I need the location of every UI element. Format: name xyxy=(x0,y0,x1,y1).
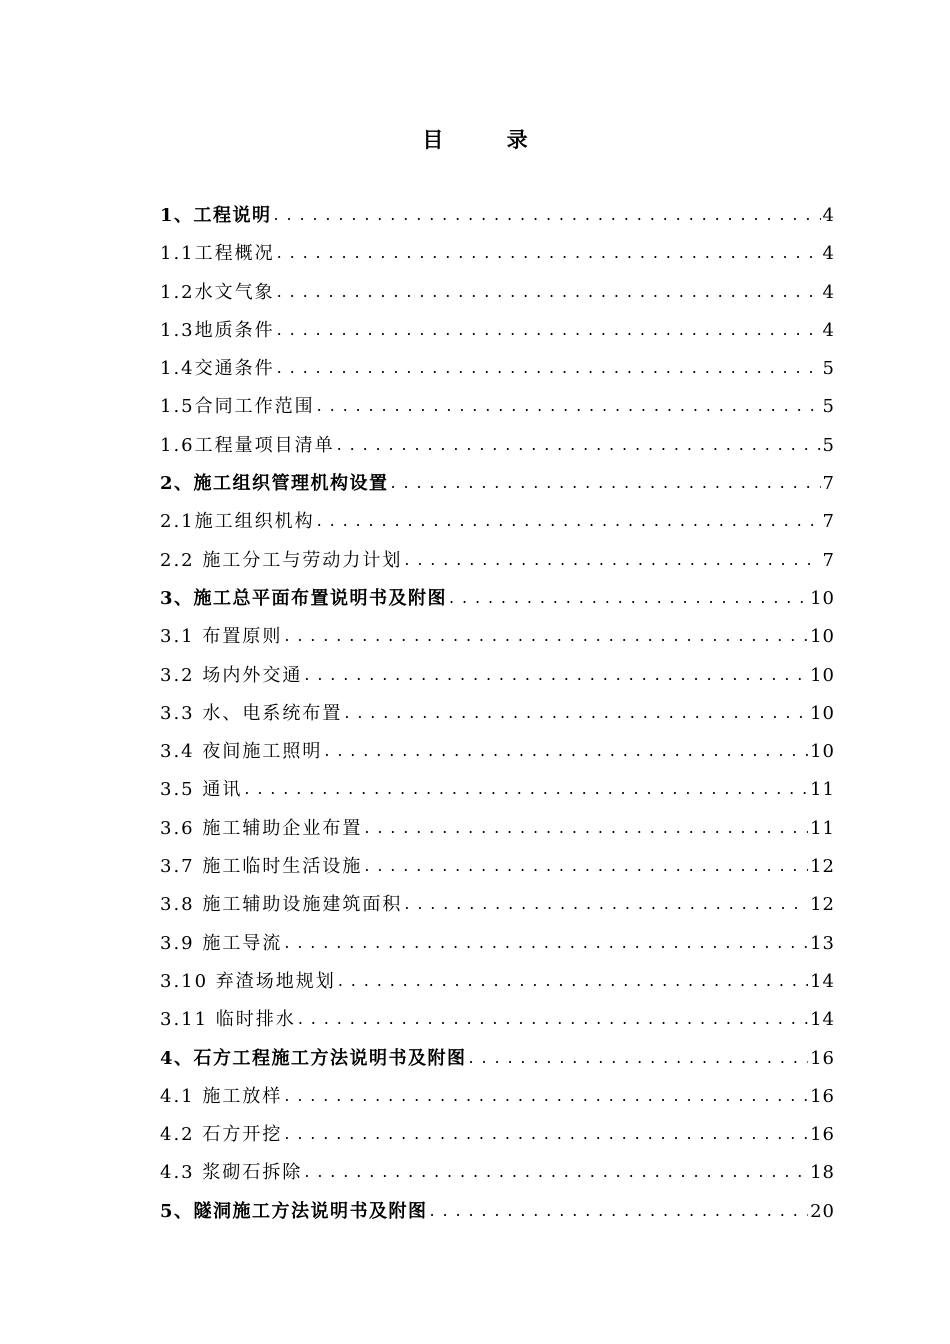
toc-entry-label: 3.5 通讯 xyxy=(160,779,243,801)
toc-section-entry[interactable] xyxy=(160,657,835,695)
toc-page-number: 4 xyxy=(822,281,835,303)
toc-section-entry[interactable] xyxy=(160,312,835,350)
toc-dot-leader xyxy=(277,311,821,349)
toc-entry-label: 3.4 夜间施工照明 xyxy=(160,741,323,763)
toc-section-entry[interactable] xyxy=(160,695,835,733)
toc-entry-label: 1.6工程量项目清单 xyxy=(160,434,335,456)
toc-page-number: 13 xyxy=(810,932,835,954)
toc-dot-leader xyxy=(344,694,808,732)
toc-entry-label: 3.1 布置原则 xyxy=(160,626,283,648)
toc-dot-leader xyxy=(244,770,808,808)
toc-dot-leader xyxy=(404,541,820,579)
toc-page-number: 14 xyxy=(810,970,835,992)
toc-page-number: 5 xyxy=(822,434,835,456)
toc-chapter-entry[interactable] xyxy=(160,197,835,235)
toc-page-number: 16 xyxy=(810,1124,835,1146)
toc-entry-label: 4.3 浆砌石拆除 xyxy=(160,1162,303,1184)
toc-entry-label: 3.7 施工临时生活设施 xyxy=(160,856,363,878)
toc-section-entry[interactable] xyxy=(160,963,835,1001)
toc-dot-leader xyxy=(430,1192,809,1230)
toc-entry-label: 3.11 临时排水 xyxy=(160,1009,296,1031)
toc-page-number: 10 xyxy=(810,626,835,648)
toc-section-entry[interactable] xyxy=(160,1001,835,1039)
toc-section-entry[interactable] xyxy=(160,1116,835,1154)
toc-entry-label: 3.9 施工导流 xyxy=(160,932,283,954)
toc-chapter-entry[interactable] xyxy=(160,465,835,503)
toc-page-number: 10 xyxy=(810,702,835,724)
toc-section-entry[interactable] xyxy=(160,810,835,848)
toc-page-number: 11 xyxy=(810,817,835,839)
toc-entry-label: 3.10 弃渣场地规划 xyxy=(160,970,336,992)
toc-page-number: 7 xyxy=(822,473,835,495)
toc-page-number: 20 xyxy=(810,1200,835,1222)
toc-dot-leader xyxy=(364,809,808,847)
toc-page-number: 16 xyxy=(810,1047,835,1069)
toc-entry-label: 1、工程说明 xyxy=(160,205,272,226)
toc-dot-leader xyxy=(277,234,821,272)
toc-section-entry[interactable] xyxy=(160,848,835,886)
toc-dot-leader xyxy=(364,847,808,885)
toc-page-number: 4 xyxy=(822,319,835,341)
toc-dot-leader xyxy=(304,1153,808,1191)
toc-page-number: 11 xyxy=(810,779,835,801)
toc-entry-label: 4.1 施工放样 xyxy=(160,1085,283,1107)
toc-section-entry[interactable] xyxy=(160,771,835,809)
toc-section-entry[interactable] xyxy=(160,235,835,273)
toc-entry-label: 3.3 水、电系统布置 xyxy=(160,702,343,724)
toc-entry-label: 4、石方工程施工方法说明书及附图 xyxy=(160,1047,467,1069)
toc-dot-leader xyxy=(404,885,808,923)
toc-dot-leader xyxy=(304,656,808,694)
toc-page-number: 7 xyxy=(822,549,835,571)
toc-dot-leader xyxy=(277,349,821,387)
toc-dot-leader xyxy=(337,426,821,464)
toc-entry-label: 2.2 施工分工与劳动力计划 xyxy=(160,549,403,571)
toc-entry-label: 3、施工总平面布置说明书及附图 xyxy=(160,587,448,609)
toc-entry-label: 2.1施工组织机构 xyxy=(160,511,315,533)
toc-section-entry[interactable] xyxy=(160,503,835,541)
toc-title: 目 录 xyxy=(422,127,556,152)
toc-page-number: 12 xyxy=(810,856,835,878)
toc-section-entry[interactable] xyxy=(160,350,835,388)
toc-dot-leader xyxy=(317,502,821,540)
toc-entry-label: 1.3地质条件 xyxy=(160,319,275,341)
toc-dot-leader xyxy=(469,1039,809,1077)
toc-page-number: 14 xyxy=(810,1009,835,1031)
toc-dot-leader xyxy=(284,1077,808,1115)
toc-dot-leader xyxy=(277,273,821,311)
toc-dot-leader xyxy=(274,196,821,234)
toc-page-number: 10 xyxy=(810,741,835,763)
toc-page-number: 4 xyxy=(822,243,835,265)
toc-page-number: 10 xyxy=(810,664,835,686)
toc-dot-leader xyxy=(324,732,808,770)
toc-entry-label: 3.6 施工辅助企业布置 xyxy=(160,817,363,839)
toc-page-number: 4 xyxy=(822,205,835,226)
toc-page-number: 16 xyxy=(810,1085,835,1107)
toc-page-number: 12 xyxy=(810,894,835,916)
toc-page-number: 5 xyxy=(822,396,835,418)
toc-section-entry[interactable] xyxy=(160,925,835,963)
toc-dot-leader xyxy=(391,464,821,502)
toc-section-entry[interactable] xyxy=(160,733,835,771)
toc-dot-leader xyxy=(317,387,821,425)
toc-dot-leader xyxy=(449,579,808,617)
toc-entry-label: 1.2水文气象 xyxy=(160,281,275,303)
toc-page-number: 7 xyxy=(822,511,835,533)
toc-entry-label: 1.5合同工作范围 xyxy=(160,396,315,418)
toc-section-entry[interactable] xyxy=(160,1078,835,1116)
toc-page-number: 18 xyxy=(810,1162,835,1184)
toc-dot-leader xyxy=(338,962,808,1000)
toc-entry-label: 2、施工组织管理机构设置 xyxy=(160,473,389,495)
toc-dot-leader xyxy=(284,617,808,655)
toc-chapter-entry[interactable] xyxy=(160,1193,835,1231)
toc-page-number: 5 xyxy=(822,358,835,380)
toc-entry-label: 1.1工程概况 xyxy=(160,243,275,265)
toc-section-entry[interactable] xyxy=(160,542,835,580)
toc-entry-label: 3.2 场内外交通 xyxy=(160,664,303,686)
toc-section-entry[interactable] xyxy=(160,618,835,656)
toc-entry-label: 3.8 施工辅助设施建筑面积 xyxy=(160,894,403,916)
toc-list xyxy=(160,197,835,1231)
toc-page-number: 10 xyxy=(810,587,835,609)
toc-section-entry[interactable] xyxy=(160,388,835,426)
toc-section-entry[interactable] xyxy=(160,427,835,465)
toc-entry-label: 4.2 石方开挖 xyxy=(160,1124,283,1146)
toc-chapter-entry[interactable] xyxy=(160,580,835,618)
toc-dot-leader xyxy=(298,1000,808,1038)
toc-section-entry[interactable] xyxy=(160,1154,835,1192)
toc-entry-label: 1.4交通条件 xyxy=(160,358,275,380)
toc-section-entry[interactable] xyxy=(160,274,835,312)
toc-dot-leader xyxy=(284,1115,808,1153)
toc-section-entry[interactable] xyxy=(160,886,835,924)
toc-entry-label: 5、隧洞施工方法说明书及附图 xyxy=(160,1200,428,1222)
toc-chapter-entry[interactable] xyxy=(160,1040,835,1078)
toc-dot-leader xyxy=(284,924,808,962)
